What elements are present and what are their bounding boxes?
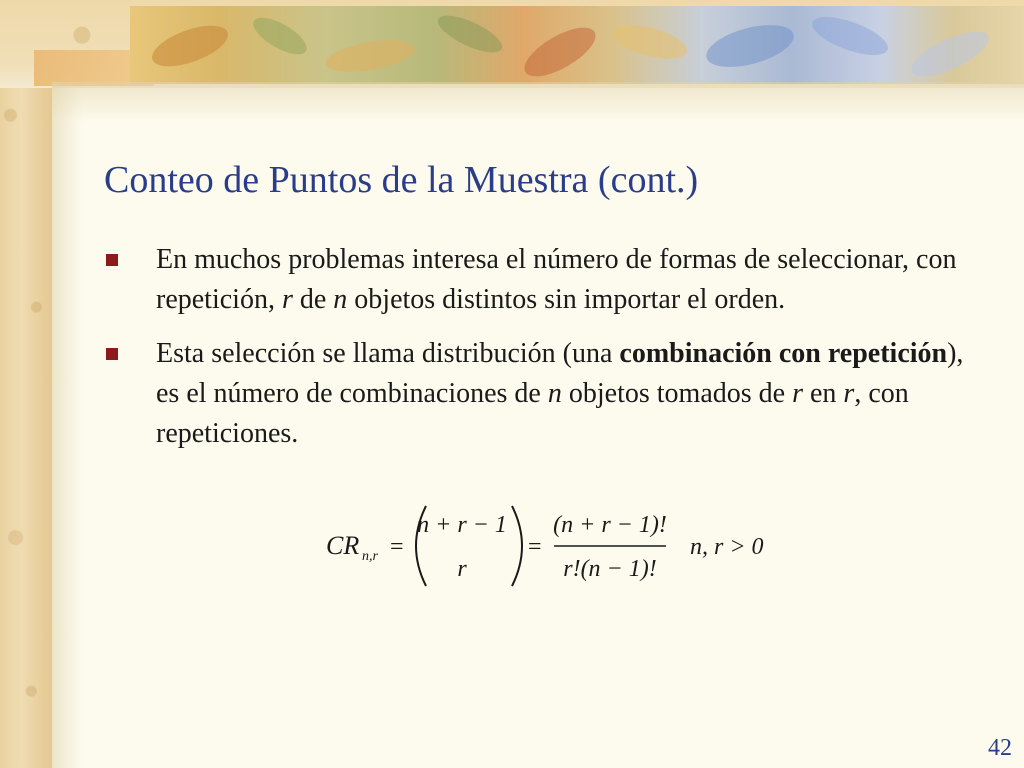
bullet-text-segment: r (281, 284, 293, 315)
bullet-text-segment: objetos distintos sin importar el orden. (347, 284, 786, 315)
bullet-text-segment: de (292, 284, 334, 315)
combination-formula (322, 496, 792, 600)
slide-title: Conteo de Puntos de la Muestra (cont.) (104, 159, 699, 201)
bullet-text-segment: ), es el número de combinaciones de (156, 338, 964, 409)
left-shadow (52, 82, 82, 768)
formula-lhs-subscript: n,r (362, 549, 378, 564)
bullet-marker (106, 348, 118, 360)
fraction-numerator: (n + r − 1)! (553, 512, 667, 538)
bullet-text-segment: r (792, 378, 803, 409)
formula-equals-2: = (528, 534, 542, 560)
bullet-item (104, 334, 984, 454)
bullet-text-segment: , con repeticiones. (156, 378, 909, 449)
fraction-denominator: r!(n − 1)! (563, 556, 657, 582)
left-parchment-strip (0, 0, 52, 768)
formula-lhs: CR (326, 531, 360, 560)
bullet-marker (106, 254, 118, 266)
leaf-collage-image (130, 6, 1024, 84)
bullet-text-segment: n (547, 378, 562, 409)
formula-equals-1: = (390, 534, 404, 560)
bullet-text-segment: r (843, 378, 855, 409)
leaf-collage-banner (130, 6, 1024, 84)
binom-right-paren (512, 506, 522, 586)
bullet-item (104, 240, 984, 320)
binom-top: n + r − 1 (417, 512, 507, 538)
bullet-text-segment: combinación con repetición (619, 338, 948, 369)
formula-condition: n, r > 0 (690, 534, 764, 560)
binom-bottom: r (457, 556, 467, 582)
bullet-text-segment: n (333, 284, 348, 315)
bullet-text (156, 240, 984, 320)
bullet-list (104, 240, 984, 468)
bullet-text-segment: Esta selección se llama distribución (una (156, 338, 620, 369)
page-number: 42 (988, 735, 1012, 761)
bullet-text (156, 334, 984, 454)
top-shadow (52, 82, 1024, 122)
bullet-text-segment: en (802, 378, 844, 409)
bullet-text-segment: En muchos problemas interesa el número de formas de seleccionar, con repetición, (156, 244, 957, 315)
bullet-text-segment: objetos tomados de (561, 378, 793, 409)
